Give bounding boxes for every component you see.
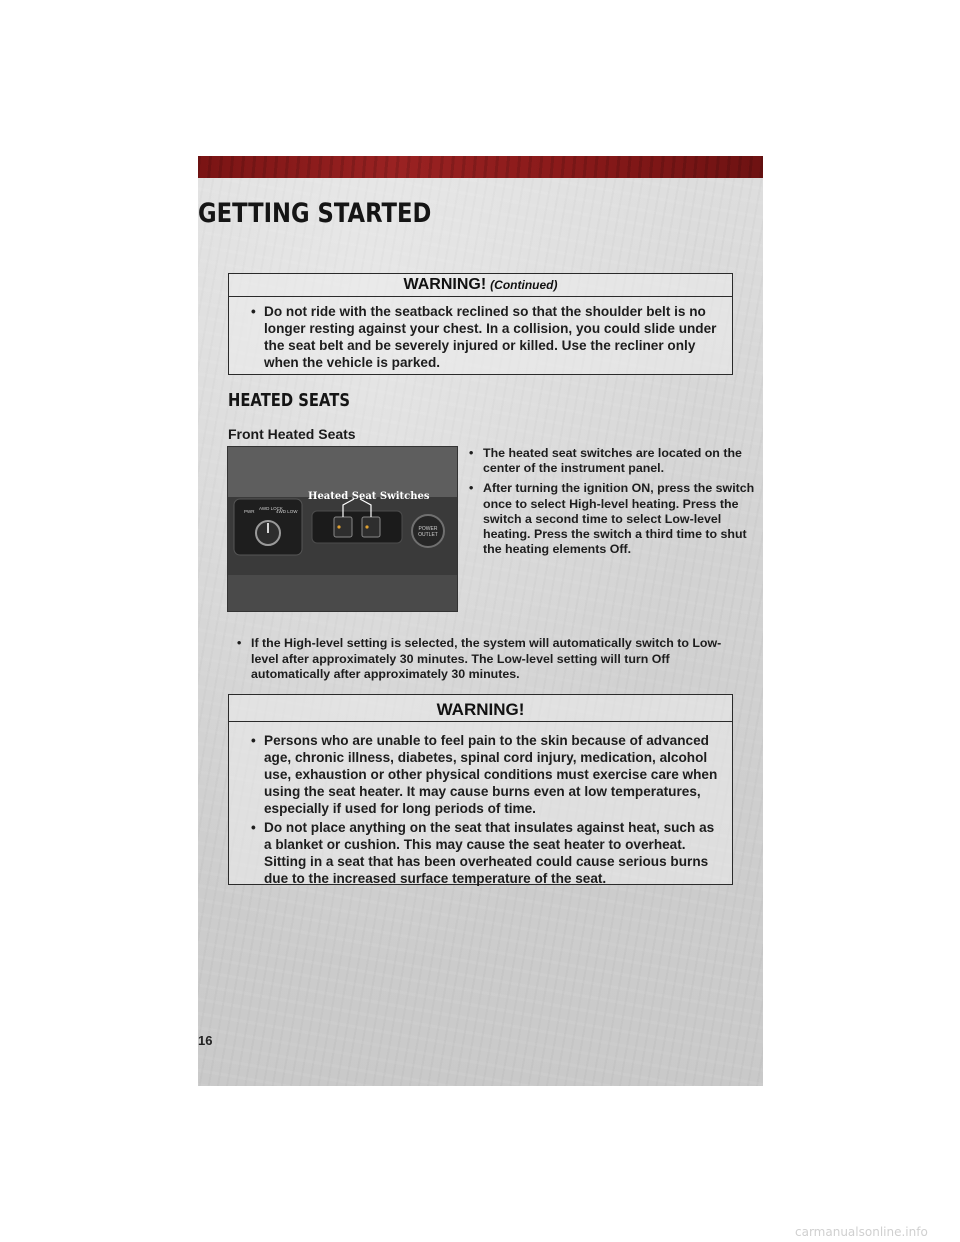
section-title: GETTING STARTED	[198, 198, 432, 229]
warning-item: • Persons who are unable to feel pain to the skin because of advanced age, chronic illness, diabetes, spinal cord injury, medication, alcohol use, exhaustion or other physical conditions must exercise care when using the seat heater. It may cause burns even at low temperatures, especially if used for long periods of time.	[241, 732, 722, 817]
manual-page	[198, 156, 763, 1086]
warning-box	[228, 694, 733, 885]
driver-heat-led	[337, 525, 340, 528]
passenger-heat-led	[365, 525, 368, 528]
knob-label-pwr: PWR	[244, 509, 255, 514]
knob-label-4wd: 4WD LOW	[276, 509, 298, 514]
continued-label: (Continued)	[490, 278, 558, 292]
warning-continued-header	[229, 274, 732, 297]
heated-seats-body-list	[228, 636, 728, 683]
passenger-heated-seat-switch	[362, 517, 380, 537]
outlet-label-line1: POWER	[418, 526, 438, 532]
warning-list	[229, 722, 732, 887]
body-list-item: • If the High-level setting is selected, the system will automatically switch to Low-level after approximately 30 minutes. The Low-level setting will turn Off automatically after approximately 30 minutes.	[228, 636, 728, 683]
warning-header: WARNING!	[229, 695, 732, 722]
dash-lower	[228, 575, 457, 611]
watermark: carmanualsonline.info	[795, 1225, 928, 1239]
driver-heated-seat-switch	[334, 517, 352, 537]
heated-seats-side-list	[460, 446, 760, 562]
outlet-label-line2: OUTLET	[418, 532, 438, 538]
dash-upper	[228, 447, 457, 497]
warning-continued-box	[228, 273, 733, 375]
switch-panel-illustration	[228, 447, 457, 611]
warning-continued-title: WARNING!	[403, 276, 487, 293]
header-band	[198, 156, 763, 178]
side-list-item: • The heated seat switches are located on the center of the instrument panel.	[460, 446, 760, 476]
warning-continued-list	[229, 297, 732, 371]
callout-label: Heated Seat Switches	[308, 491, 430, 502]
heated-seats-title: HEATED SEATS	[228, 390, 350, 411]
page-number: 16	[198, 1033, 213, 1048]
knob-label-awd: AWD LOCK	[259, 506, 283, 511]
warning-continued-item: • Do not ride with the seatback reclined so that the shoulder belt is no longer resting against your chest. In a collision, you could slide under the seat belt and be severely injured or killed. Use the recliner only when the vehicle is parked.	[241, 303, 722, 371]
heated-seat-switches-photo	[227, 446, 458, 612]
warning-item: • Do not place anything on the seat that insulates against heat, such as a blanket or cushion. This may cause the seat heater to overheat. Sitting in a seat that has been overheated could cause serious burns due to the increased surface temperature of the seat.	[241, 819, 722, 887]
switch-bezel	[312, 511, 402, 543]
front-heated-seats-title: Front Heated Seats	[228, 426, 356, 442]
side-list-item: • After turning the ignition ON, press the switch once to select High-level heating. Press the switch a second time to select Low-level heating. Press the switch a third time to shut the heating elements Off.	[460, 481, 760, 557]
